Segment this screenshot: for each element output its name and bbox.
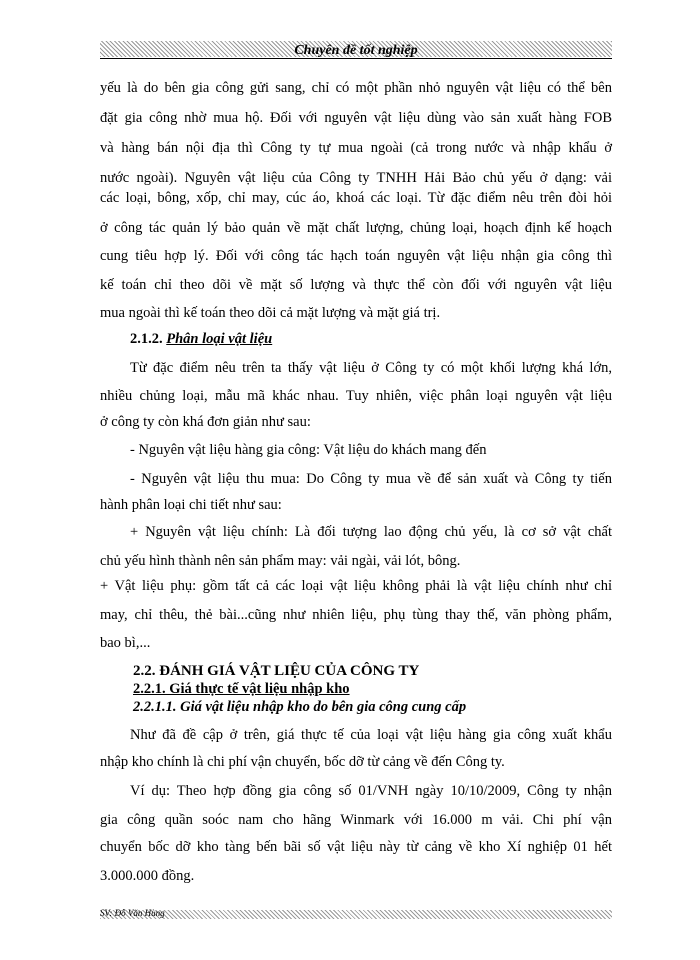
heading-2-2-1-1: 2.2.1.1. Giá vật liệu nhập kho do bên gia công cung cấp: [133, 699, 467, 715]
heading-2-1-2: [130, 329, 272, 349]
heading-title: Phân loại vật liệu: [166, 331, 273, 347]
paragraph-line: hành phân loại chi tiết như sau:: [100, 497, 282, 513]
paragraph-line: gia công quần soóc nam cho hãng Winmark với 16.000 m vải. Chi phí vận: [100, 812, 612, 828]
paragraph-line: cung tiêu hợp lý. Đối với công tác hạch toán nguyên vật liệu nhận gia công thì: [100, 248, 612, 264]
heading-title: ĐÁNH GIÁ VẬT LIỆU CỦA CÔNG TY: [159, 663, 420, 679]
paragraph-line: chuyển bốc dỡ kho tàng bến bãi số vật liệu này từ cảng về kho Xí nghiệp 01 hết: [100, 839, 612, 855]
header-rule: [100, 58, 612, 59]
paragraph-line: các loại, bông, xốp, chỉ may, cúc áo, khoá các loại. Từ đặc điểm nêu trên đòi hỏi: [100, 190, 612, 206]
paragraph-line: ở công tác quản lý bảo quản về mặt chất lượng, chủng loại, hoạch định kế hoạch: [100, 220, 612, 236]
paragraph-line: Ví dụ: Theo hợp đồng gia công số 01/VNH ngày 10/10/2009, Công ty nhận: [130, 783, 612, 799]
list-item: + Nguyên vật liệu chính: Là đối tượng lao động chủ yếu, là cơ sở vật chất: [130, 524, 612, 540]
paragraph-line: đặt gia công nhờ mua hộ. Đối với nguyên vật liệu dùng vào sản xuất hàng FOB: [100, 110, 612, 126]
paragraph-line: và hàng bán nội địa thì Công ty tự mua ngoài (cả trong nước và nhập khẩu ở: [100, 140, 612, 156]
paragraph-line: 3.000.000 đồng.: [100, 868, 195, 884]
heading-2-2-1: 2.2.1. Giá thực tế vật liệu nhập kho: [133, 681, 350, 697]
footer-author: SV: Đỗ Văn Hùng: [100, 908, 165, 918]
list-item: - Nguyên vật liệu hàng gia công: Vật liệu do khách mang đến: [130, 442, 487, 458]
header-title: Chuyên đề tốt nghiệp: [294, 43, 418, 58]
paragraph-line: yếu là do bên gia công gửi sang, chỉ có một phần nhỏ nguyên vật liệu có thể bên: [100, 80, 612, 96]
paragraph-line: nhiều chủng loại, mẫu mã khác nhau. Tuy nhiên, việc phân loại nguyên vật liệu: [100, 388, 612, 404]
heading-number: 2.1.2.: [130, 331, 163, 347]
heading-2-2: [133, 661, 419, 681]
paragraph-line: Từ đặc điểm nêu trên ta thấy vật liệu ở Công ty có một khối lượng khá lớn,: [130, 360, 612, 376]
paragraph-line: kế toán chỉ theo dõi về mặt số lượng và thực thể còn đối với nguyên vật liệu: [100, 277, 612, 293]
header-bar: [100, 41, 612, 57]
paragraph-line: ở công ty còn khá đơn giản như sau:: [100, 414, 311, 430]
paragraph-line: may, chỉ thêu, thẻ bài...cũng như nhiên liệu, phụ tùng thay thế, văn phòng phẩm,: [100, 607, 612, 623]
paragraph-line: nhập kho chính là chi phí vận chuyển, bốc dỡ từ cảng về đến Công ty.: [100, 754, 505, 770]
paragraph-line: Như đã đề cập ở trên, giá thực tế của loại vật liệu hàng gia công xuất khẩu: [130, 727, 612, 743]
paragraph-line: mua ngoài thì kế toán theo dõi cả mặt lượng và mặt giá trị.: [100, 305, 441, 321]
list-item: - Nguyên vật liệu thu mua: Do Công ty mua về để sản xuất và Công ty tiến: [130, 471, 612, 487]
footer-bar: [100, 910, 612, 919]
paragraph-line: chủ yếu hình thành nên sản phẩm may: vải ngài, vải lót, bông.: [100, 553, 461, 569]
heading-number: 2.2.: [133, 663, 156, 679]
paragraph-line: nước ngoài). Nguyên vật liệu của Công ty TNHH Hải Bảo chủ yếu ở dạng: vải: [100, 170, 612, 186]
paragraph-line: bao bì,...: [100, 635, 151, 651]
list-item: + Vật liệu phụ: gồm tất cả các loại vật liệu không phải là vật liệu chính như chỉ: [100, 578, 612, 594]
